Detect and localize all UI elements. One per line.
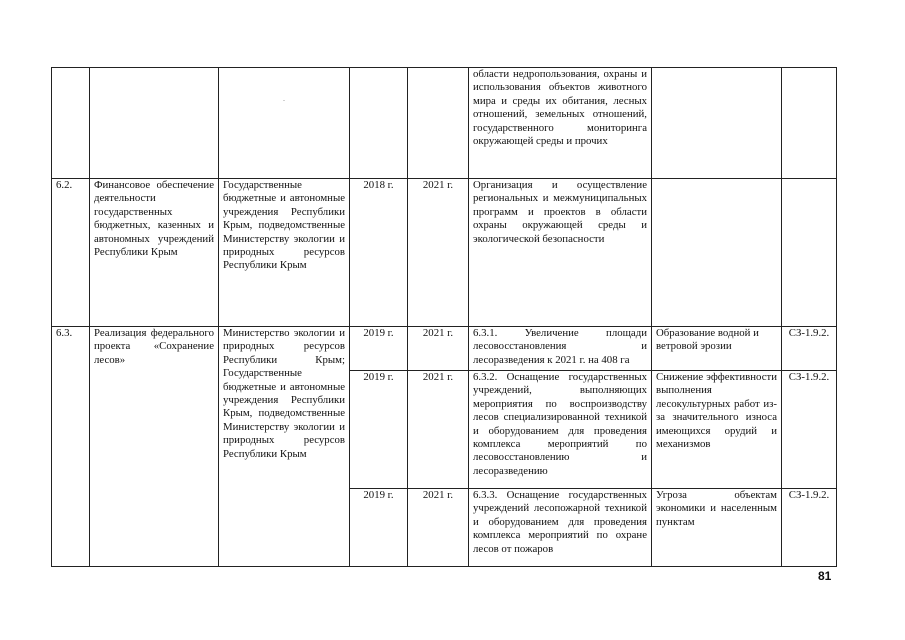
num-cell	[52, 68, 90, 179]
start-year-cell: 2019 г.	[350, 327, 408, 371]
code-cell	[782, 179, 837, 327]
stray-mark: .	[283, 94, 285, 103]
name-cell	[90, 68, 219, 179]
risk-cell: Образование водной и ветровой эрозии	[652, 327, 782, 371]
start-year-cell: 2018 г.	[350, 179, 408, 327]
start-year-cell: 2019 г.	[350, 371, 408, 489]
end-year-cell: 2021 г.	[408, 489, 469, 567]
num-cell: 6.2.	[52, 179, 90, 327]
risk-cell	[652, 179, 782, 327]
end-year-cell: 2021 г.	[408, 179, 469, 327]
code-cell: СЗ-1.9.2.	[782, 489, 837, 567]
table-row	[52, 68, 837, 179]
table-row	[52, 327, 837, 371]
document-page	[51, 67, 837, 567]
risk-cell: Снижение эффективности выполнения лесокультурных работ из-за значительного износа имеющихся орудий и механизмов	[652, 371, 782, 489]
table-row	[52, 179, 837, 327]
description-cell: 6.3.1. Увеличение площади лесовосстановления и лесоразведения к 2021 г. на 408 га	[469, 327, 652, 371]
page-number: 81	[818, 569, 832, 583]
description-cell: Организация и осуществление региональных и межмуниципальных программ и проектов в области охраны окружающей среды и экологической безопасности	[469, 179, 652, 327]
measures-table	[51, 67, 837, 567]
executor-cell	[219, 68, 350, 179]
code-cell: СЗ-1.9.2.	[782, 327, 837, 371]
name-cell: Реализация федерального проекта «Сохранение лесов»	[90, 327, 219, 567]
description-cell: области недропользования, охраны и использования объектов животного мира и среды их обитания, лесных отношений, земельных отношений, государственного мониторинга окружающей среды и прочих	[469, 68, 652, 179]
code-cell	[782, 68, 837, 179]
executor-cell: Министерство экологии и природных ресурсов Республики Крым; Государственные бюджетные и автономные учреждения Республики Крым, подведомственные Министерству экологии и природных ресурсов Республики Крым	[219, 327, 350, 567]
start-year-cell: 2019 г.	[350, 489, 408, 567]
start-year-cell	[350, 68, 408, 179]
risk-cell	[652, 68, 782, 179]
end-year-cell: 2021 г.	[408, 371, 469, 489]
code-cell: СЗ-1.9.2.	[782, 371, 837, 489]
executor-cell: Государственные бюджетные и автономные учреждения Республики Крым, подведомственные Министерству экологии и природных ресурсов Республики Крым	[219, 179, 350, 327]
name-cell: Финансовое обеспечение деятельности государственных бюджетных, казенных и автономных учреждений Республики Крым	[90, 179, 219, 327]
num-cell: 6.3.	[52, 327, 90, 567]
description-cell: 6.3.3. Оснащение государственных учреждений лесопожарной техникой и оборудованием для проведения комплекса мероприятий по охране лесов от пожаров	[469, 489, 652, 567]
end-year-cell: 2021 г.	[408, 327, 469, 371]
end-year-cell	[408, 68, 469, 179]
description-cell: 6.3.2. Оснащение государственных учреждений, выполняющих мероприятия по воспроизводству лесов специализированной техникой и оборудованием для проведения комплекса мероприятий по лесовосстановлению и лесоразведению	[469, 371, 652, 489]
risk-cell: Угроза объектам экономики и населенным пунктам	[652, 489, 782, 567]
